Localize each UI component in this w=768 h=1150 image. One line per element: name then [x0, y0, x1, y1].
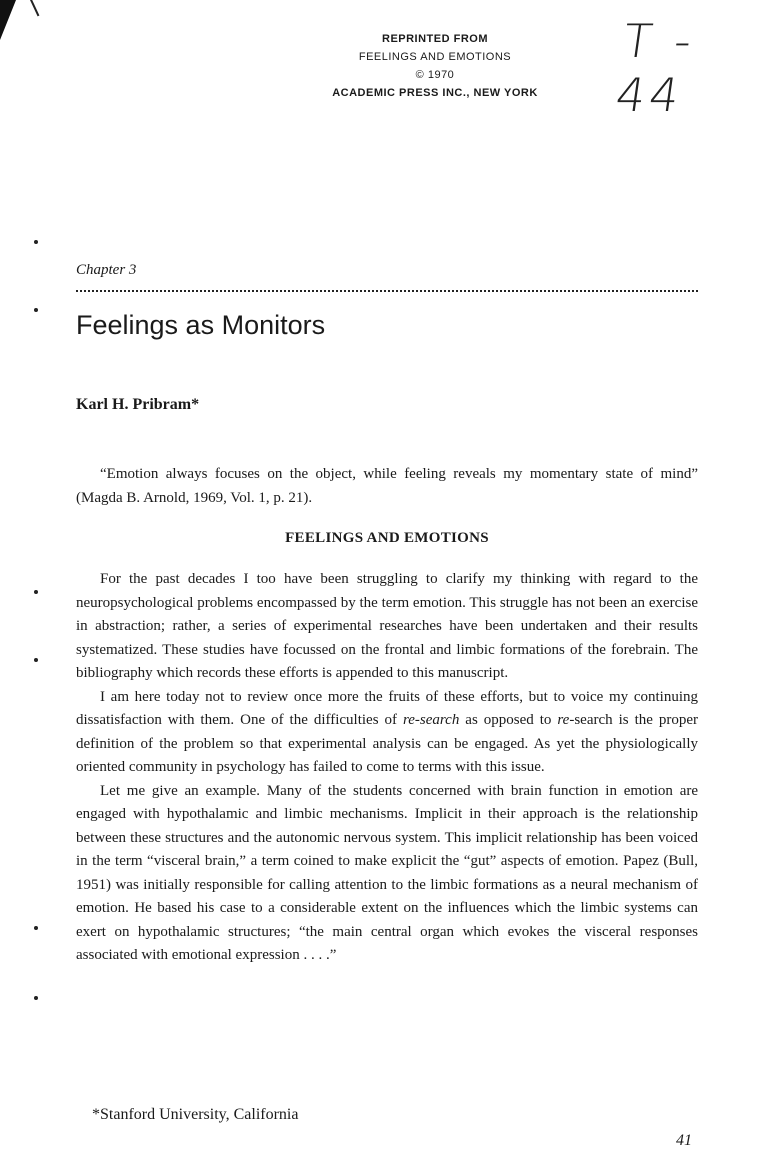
- margin-dot: [34, 590, 38, 594]
- page-number: 41: [676, 1132, 692, 1149]
- margin-dot: [34, 996, 38, 1000]
- paragraph-2-part-e: -search is the proper definition of the problem so that experimental analysis can be engaged. As yet the physiologically oriented community in psychology has failed to come to terms with this issue.: [76, 712, 699, 775]
- section-heading: FEELINGS AND EMOTIONS: [285, 530, 489, 546]
- margin-dot: [34, 240, 38, 244]
- body-text: [76, 568, 698, 968]
- reprint-line-2: FEELINGS AND EMOTIONS: [358, 51, 512, 63]
- epigraph: “Emotion always focuses on the object, while feeling reveals my momentary state of mind” (Magda B. Arnold, 1969, Vol. 1, p. 21).: [76, 466, 698, 506]
- corner-scan-mark: [0, 0, 16, 40]
- margin-dot: [34, 926, 38, 930]
- reprint-notice: [290, 30, 580, 102]
- reprint-line-1: REPRINTED FROM: [382, 33, 488, 45]
- paragraph-2-part-a: I am here today not to review once more the fruits of these efforts, but to voice my continuing dissatisfaction with them. One of the difficulties of: [76, 688, 698, 728]
- paragraph-2-part-c: as opposed to: [459, 712, 558, 728]
- margin-dot: [34, 658, 38, 662]
- reprint-line-4: ACADEMIC PRESS INC., NEW YORK: [332, 87, 538, 99]
- corner-scan-tick: [30, 0, 39, 16]
- paragraph-2-italic-re: re: [557, 712, 570, 728]
- chapter-title: Feelings as Monitors: [76, 310, 326, 340]
- author-name: Karl H. Pribram*: [76, 396, 200, 413]
- paragraph-3: Let me give an example. Many of the students concerned with brain function in emotion are engaged with hypothalamic and limbic mechanisms. Implicit in their approach is the relationship between these structures and the autonomic nervous system. This implicit relationship has been voiced in the term “visceral brain,” a term coined to make explicit the “gut” aspects of emotion. Papez (Bull, 1951) was initially responsible for calling attention to the limbic formations as a neural mechanism of emotion. He based his case to a considerable extent on the influences which the limbic systems can exert on hypothalamic structures; “the main central organ which evokes the visceral responses associated with emotional expression . . . .”: [76, 782, 698, 963]
- paragraph-1: For the past decades I too have been struggling to clarify my thinking with regard to the neuropsychological problems encompassed by the term emotion. This struggle has not been an exercise in abstraction; rather, a series of experimental researches have been undertaken and their results systematized. These studies have focussed on the frontal and limbic formations of the forebrain. The bibliography which records these efforts is appended to this manuscript.: [76, 571, 698, 681]
- handwritten-code: T - 44: [612, 14, 699, 122]
- reprint-line-3: © 1970: [415, 69, 455, 81]
- margin-dot: [34, 308, 38, 312]
- paragraph-2-italic-research: re-search: [402, 712, 460, 728]
- paragraph-2: [76, 686, 698, 780]
- chapter-label: Chapter 3: [76, 262, 137, 278]
- footnote: *Stanford University, California: [92, 1106, 299, 1123]
- chapter-rule: [76, 290, 698, 292]
